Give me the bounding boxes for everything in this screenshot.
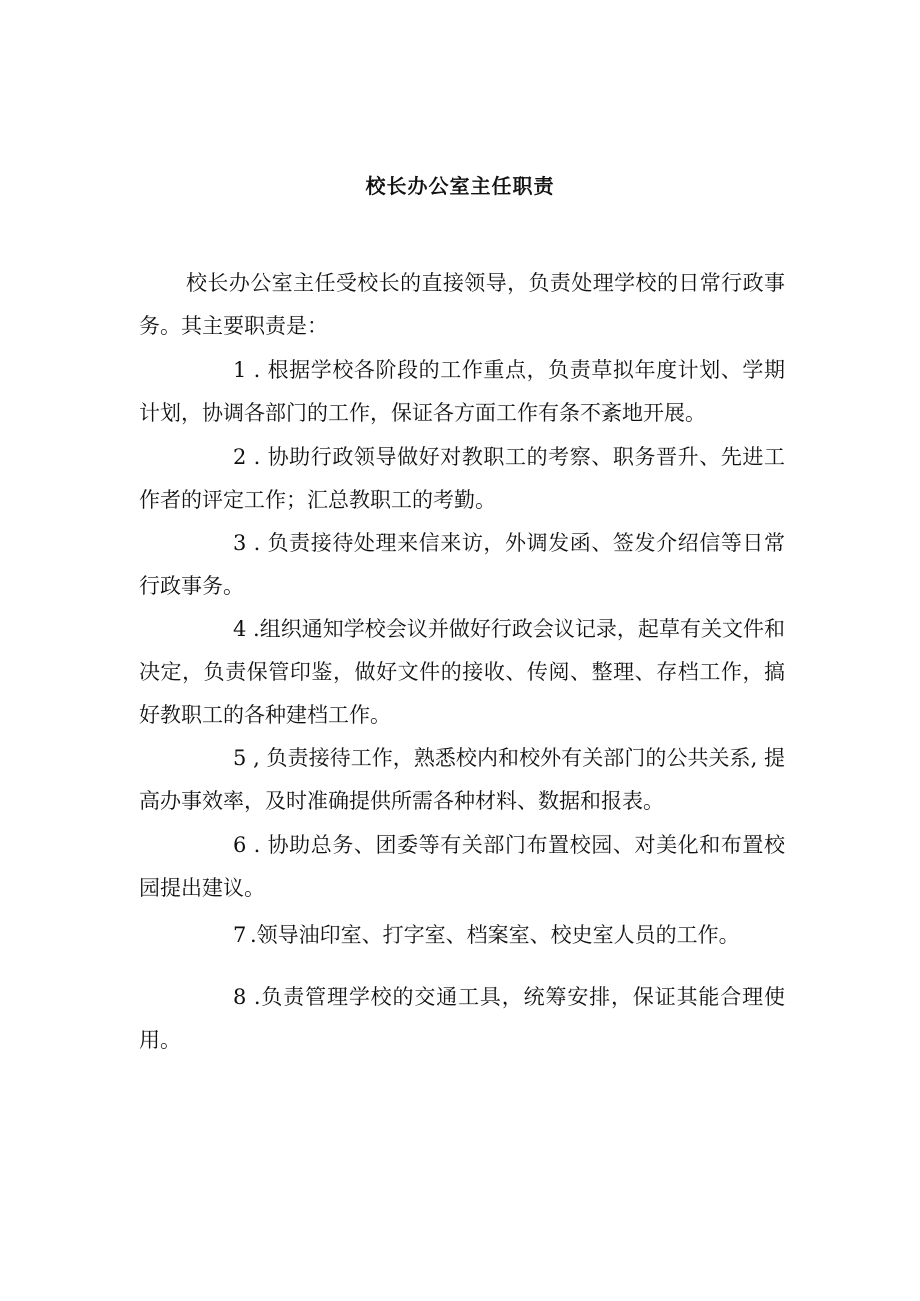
duty-number: 4 bbox=[233, 617, 247, 641]
duty-item-1 bbox=[139, 349, 785, 435]
duty-item-4 bbox=[139, 608, 785, 737]
duty-text: .组织通知学校会议并做好行政会议记录，起草有关文件和决定，负责保管印鉴，做好文件的接收、传阅、整理、存档工作，搞好教职工的各种建档工作。 bbox=[139, 617, 785, 727]
duty-text: . 根据学校各阶段的工作重点，负责草拟年度计划、学期计划，协调各部门的工作，保证各方面工作有条不紊地开展。 bbox=[139, 358, 785, 425]
duty-item-6 bbox=[139, 824, 785, 910]
duty-item-5 bbox=[139, 737, 785, 823]
duty-number: 6 bbox=[233, 833, 247, 857]
duty-number: 2 bbox=[233, 445, 247, 469]
duty-item-8 bbox=[139, 976, 785, 1062]
duty-number: 8 bbox=[233, 985, 247, 1009]
duty-text: . 协助总务、团委等有关部门布置校园、对美化和布置校园提出建议。 bbox=[139, 833, 785, 900]
duty-text: . 负责接待处理来信来访，外调发函、签发介绍信等日常行政事务。 bbox=[139, 531, 785, 598]
document-title: 校长办公室主任职责 bbox=[365, 174, 555, 198]
duty-text: . 协助行政领导做好对教职工的考察、职务晋升、先进工作者的评定工作；汇总教职工的考勤。 bbox=[139, 445, 785, 512]
duty-text: .领导油印室、打字室、档案室、校史室人员的工作。 bbox=[250, 923, 740, 947]
duty-number: 5 bbox=[233, 746, 247, 770]
duty-item-2 bbox=[139, 436, 785, 522]
duty-number: 1 bbox=[233, 358, 247, 382]
duty-item-7 bbox=[139, 914, 785, 957]
duty-item-3 bbox=[139, 522, 785, 608]
duty-number: 7 bbox=[233, 923, 247, 947]
intro-paragraph: 校长办公室主任受校长的直接领导，负责处理学校的日常行政事务。其主要职责是： bbox=[139, 271, 785, 338]
duty-text: , 负责接待工作，熟悉校内和校外有关部门的公共关系, 提高办事效率，及时准确提供所需各种材料、数据和报表。 bbox=[139, 746, 785, 813]
duty-text: .负责管理学校的交通工具，统筹安排，保证其能合理使用。 bbox=[139, 985, 785, 1052]
duty-number: 3 bbox=[233, 531, 247, 555]
